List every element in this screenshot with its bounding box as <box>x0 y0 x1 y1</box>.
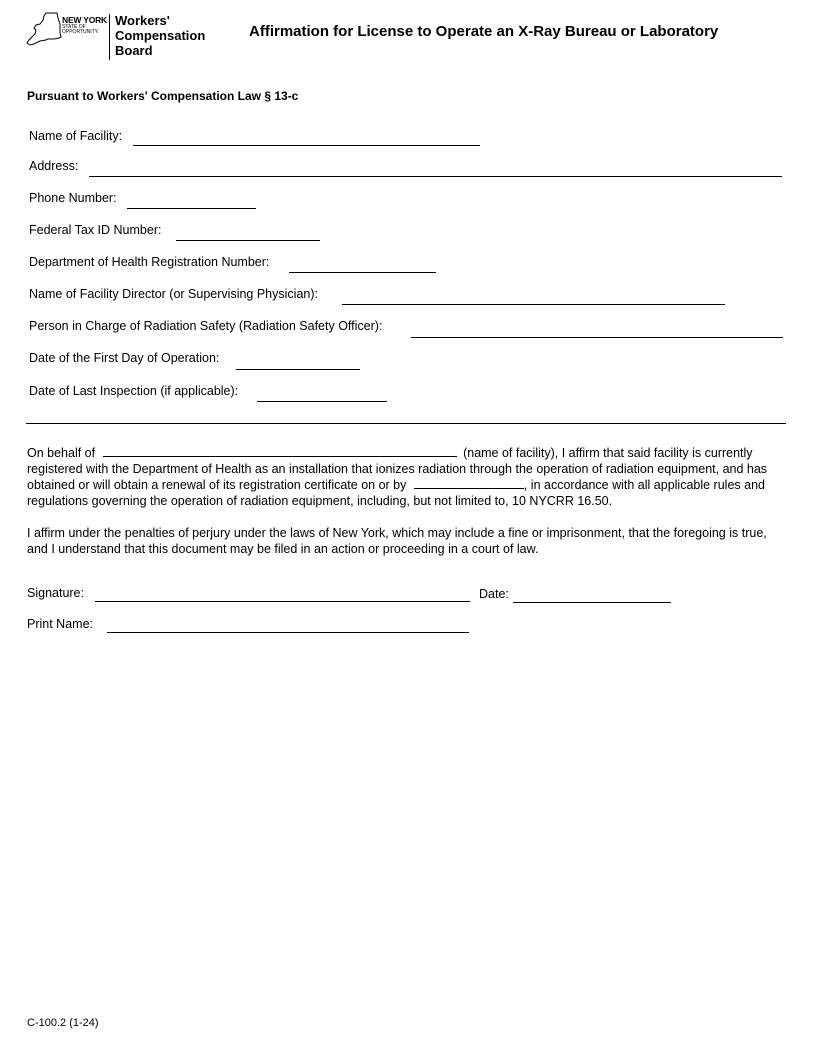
radiation-safety-officer-label: Person in Charge of Radiation Safety (Radiation Safety Officer): <box>29 319 383 333</box>
first-day-field[interactable] <box>236 369 360 370</box>
logo-tagline-line2: OPPORTUNITY. <box>62 29 99 35</box>
perjury-statement: I affirm under the penalties of perjury under the laws of New York, which may include a fine or imprisonment, that the foregoing is true, and I understand that this document may be filed in an action or proceeding in a court of law. <box>27 526 767 556</box>
date-field[interactable] <box>513 602 671 603</box>
facility-director-label: Name of Facility Director (or Supervising Physician): <box>29 287 318 301</box>
first-day-label: Date of the First Day of Operation: <box>29 351 220 365</box>
facility-director-field[interactable] <box>342 304 725 305</box>
logo-tagline-line1: STATE OF <box>62 24 86 30</box>
affirmation-facility-name-field[interactable] <box>103 446 457 457</box>
radiation-safety-officer-field[interactable] <box>411 337 783 338</box>
signature-label: Signature: <box>27 586 84 600</box>
logo-divider <box>109 14 110 60</box>
form-title: Affirmation for License to Operate an X-Ray Bureau or Laboratory <box>249 23 719 40</box>
affirmation-paragraph <box>27 445 787 509</box>
section-divider <box>26 423 786 424</box>
phone-field[interactable] <box>127 208 256 209</box>
address-field[interactable] <box>89 176 782 177</box>
facility-name-field[interactable] <box>133 145 480 146</box>
tax-id-label: Federal Tax ID Number: <box>29 223 162 237</box>
affirmation-body-end: , in accordance with all applicable rules and regulations governing the operation of radiation equipment, including, but not limited to, 10 NYCRR 16.50. <box>27 478 765 508</box>
facility-name-label: Name of Facility: <box>29 129 123 143</box>
affirmation-body: (name of facility), I affirm that said facility is currently registered with the Department of Health as an installation that ionizes radiation through the operation of radiation equipment, and has obtained or will obtain a renewal of its registration certificate on or by <box>27 446 768 492</box>
print-name-field[interactable] <box>107 632 469 633</box>
signature-field[interactable] <box>95 601 470 602</box>
wcb-logo <box>26 12 216 62</box>
address-label: Address: <box>29 159 79 173</box>
doh-registration-field[interactable] <box>289 272 436 273</box>
print-name-label: Print Name: <box>27 617 93 631</box>
logo-agency-name: Workers' Compensation Board <box>115 13 206 58</box>
doh-registration-label: Department of Health Registration Number: <box>29 255 270 269</box>
tax-id-field[interactable] <box>176 240 320 241</box>
law-reference: Pursuant to Workers' Compensation Law § 13-c <box>27 89 299 103</box>
last-inspection-label: Date of Last Inspection (if applicable): <box>29 384 239 398</box>
new-york-state-outline-icon <box>26 12 62 46</box>
logo-state-name: NEW YORK <box>62 15 107 25</box>
last-inspection-field[interactable] <box>257 401 387 402</box>
form-code: C-100.2 (1-24) <box>27 1017 99 1029</box>
renewal-date-field[interactable] <box>414 478 524 489</box>
date-label: Date: <box>479 587 509 601</box>
affirmation-on-behalf: On behalf of <box>27 446 96 460</box>
phone-label: Phone Number: <box>29 191 117 205</box>
